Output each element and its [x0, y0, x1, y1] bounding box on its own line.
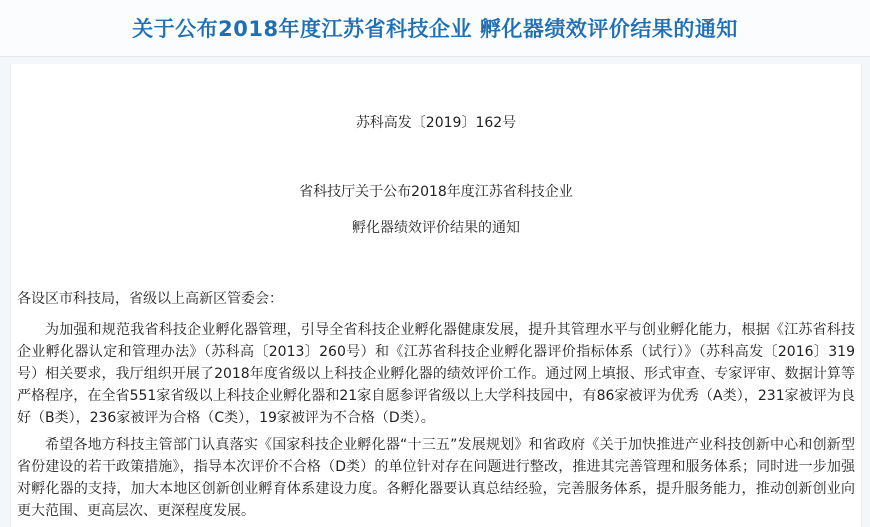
paragraph-2: 希望各地方科技主管部门认真落实《国家科技企业孵化器“十三五”发展规划》和省政府《关于加快推进产业科技创新中心和创新型省份建设的若干政策措施》，指导本次评价不合格（D类）的单位针对存在问题进行整改，推进其完善管理和服务体系；同时进一步加强对孵化器的支持，加大本地区创新创业孵育体系建设力度。各孵化器要认真总结经验，完善服务体系，提升服务能力，推动创新创业向更大范围、更高层次、更深程度发展。: [17, 437, 855, 519]
document-body: [10, 64, 862, 527]
paragraph-1: 为加强和规范我省科技企业孵化器管理，引导全省科技企业孵化器健康发展，提升其管理水平与创业孵化能力，根据《江苏省科技企业孵化器认定和管理办法》（苏科高〔2013〕260号）和《江苏省科技企业孵化器评价指标体系（试行）》（苏科高发〔2016〕319号）相关要求，我厅组织开展了2018年度省级以上科技企业孵化器的绩效评价工作。通过网上填报、形式审查、专家评审、数据计算等严格程序，在全省551家省级以上科技企业孵化器和21家自愿参评省级以上大学科技园中，有86家被评为优秀（A类），231家被评为良好（B类），236家被评为合格（C类），19家被评为不合格（D类）。: [17, 322, 855, 426]
page-title: 关于公布2018年度江苏省科技企业 孵化器绩效评价结果的通知: [132, 17, 738, 41]
document-subtitle-line2: 孵化器绩效评价结果的通知: [352, 220, 520, 236]
title-bar: [0, 0, 870, 57]
salutation: 各设区市科技局，省级以上高新区管委会：: [17, 291, 283, 307]
document-subtitle-line1: 省科技厅关于公布2018年度江苏省科技企业: [299, 184, 573, 200]
document-number: 苏科高发〔2019〕162号: [355, 115, 517, 131]
